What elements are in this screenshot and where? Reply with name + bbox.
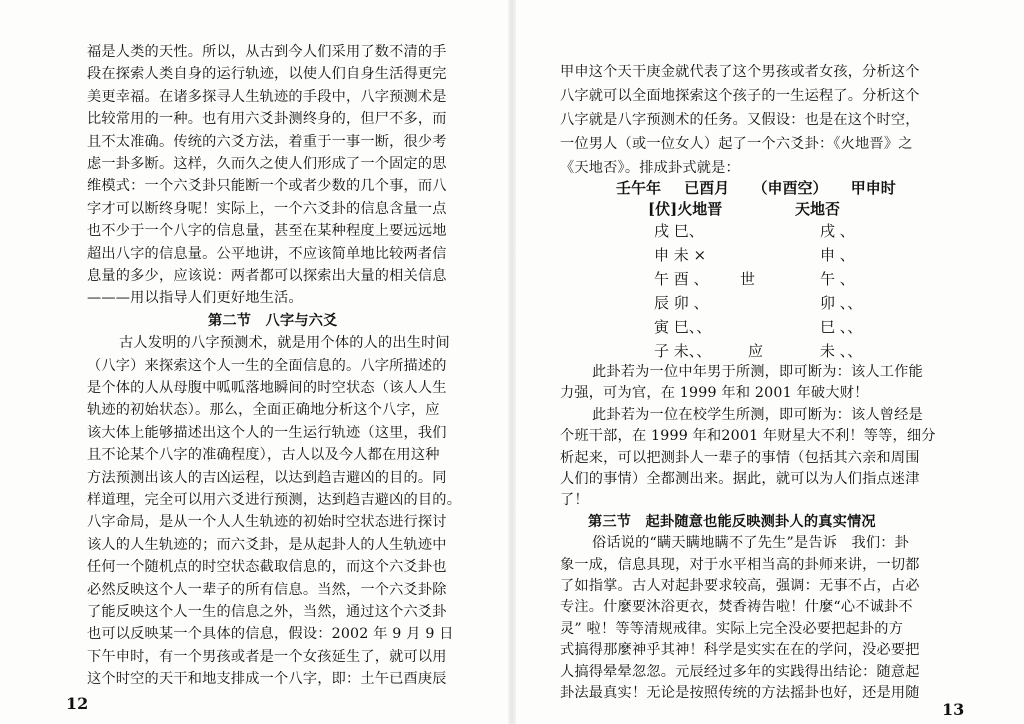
left-text-line: 必然反映这个人一辈子的所有信息。当然，一个六爻卦除: [87, 582, 447, 598]
hex-left-line: 戌 巳、: [654, 222, 704, 240]
left-text-line: 古人发明的八字预测术，就是用个体的人的出生时间: [119, 335, 450, 351]
left-text-line: 轨迹的初始状态）。那么，全面正确地分析这个八字，应: [87, 402, 440, 418]
left-text-line: 字才可以断终身呢！实际上，一个六爻卦的信息含量一点: [87, 201, 447, 217]
hex-left-line: 辰 卯 、: [654, 294, 709, 312]
hexagram-left-title: [伏]火地晋: [648, 200, 723, 218]
right-text-line: 此卦若为一位中年男于所测，即可断为：该人工作能: [592, 364, 923, 380]
left-text-line: 维模式：一个六爻卦只能断一个或者少数的几个事，而八: [87, 178, 447, 194]
pillar-hour: 甲申时: [850, 179, 896, 197]
right-text-line: 人搞得晕晕忽忽。元辰经过多年的实践得出结论：随意起: [560, 664, 920, 680]
right-text-line: 专注。什麼要沐浴更衣，焚香祷告啦！什麼“心不诚卦不: [560, 599, 913, 615]
hex-left-line: 子 未、、: [654, 342, 712, 360]
right-text-line: 八字就可以全面地探索这个孩子的一生运程了。分析这个: [560, 88, 920, 104]
right-text-line: 了！: [560, 492, 589, 508]
left-text-line: 也可以反映某一个具体的信息，假设：2002 年 9 月 9 日: [87, 626, 454, 642]
hex-left-line: 午 酉 、: [654, 270, 709, 288]
right-text-line: 析起来，可以把测卦人一辈子的事情（包括其六亲和周围: [560, 450, 920, 466]
left-text-line: 且不太准确。传统的六爻方法，着重于一事一断，很少考: [87, 134, 447, 150]
right-text-line: 力强，可为官，在 1999 年和 2001 年破大财！: [560, 385, 869, 401]
hex-right-line: 卯 、、: [820, 294, 863, 312]
left-text-line: 段在探索人类自身的运行轨迹，以使人们自身生活得更完: [87, 66, 447, 82]
left-text-line: 也不少于一个八字的信息量，甚至在某种程度上要远远地: [87, 223, 447, 239]
left-text-line: 该大体上能够描述出这个人的一生运行轨迹（这里，我们: [87, 425, 447, 441]
left-text-line: 比较常用的一种。也有用六爻卦测终身的，但尸不多，而: [87, 111, 447, 127]
right-text-line: 个班干部，在 1999 年和2001 年财星大不利！等等，细分: [560, 428, 936, 444]
left-text-line: 美更幸福。在诸多探寻人生轨迹的手段中，八字预测术是: [87, 89, 447, 105]
left-text-line: ———用以指导人们更好地生活。: [87, 290, 303, 306]
page-number-left: 12: [66, 694, 89, 713]
right-text-line: 一位男人（或一位女人）起了一个六爻卦：《火地晋》之: [560, 136, 913, 152]
left-text-line: 方法预测出该人的吉凶运程，以达到趋吉避凶的目的。同: [87, 470, 447, 486]
left-text-line: 样道理，完全可以用六爻进行预测，达到趋吉避凶的目的。: [87, 492, 462, 508]
left-text-line: 福是人类的天性。所以，从古到今人们采用了数不清的手: [87, 44, 447, 60]
left-text-line: 超出八字的信息量。公平地讲，不应该简单地比较两者信: [87, 246, 447, 262]
left-text-line: 任何一个随机点的时空状态截取信息的，而这个六爻卦也: [87, 559, 447, 575]
left-text-line: 这个时空的天干和地支排成一个八字，即：土午已酉庚辰: [87, 671, 447, 687]
pillar-month: 已酉月: [684, 179, 730, 197]
left-text-line: （八字）来探索这个人一生的全面信息的。八字所描述的: [87, 358, 447, 374]
right-text-line: 八字就是八字预测术的任务。又假设：也是在这个时空，: [560, 112, 920, 128]
left-text-line: 是个体的人从母腹中呱呱落地瞬间的时空状态（该人人生: [87, 380, 447, 396]
four-pillars: [616, 177, 914, 198]
hex-marker-shi: 世: [740, 270, 756, 288]
left-text-line: 了能反映这个人一生的信息之外，当然，通过这个六爻卦: [87, 604, 447, 620]
hex-right-line: 戌 、: [820, 222, 855, 240]
hex-right-line: 未 、、: [820, 342, 863, 360]
left-text-line: 该人的人生轨迹的；而六爻卦，是从起卦人的人生轨迹中: [87, 537, 447, 553]
section-heading: 第二节 八字与六爻: [208, 313, 338, 329]
page-number-right: 13: [942, 700, 965, 719]
right-text-line: 了如指掌。古人对起卦要求较高，强调：无事不占，占必: [560, 578, 920, 594]
right-text-line: 象一成，信息具现，对于水平相当高的卦师来讲，一切都: [560, 557, 920, 573]
left-text-line: 且不论某个八字的准确程度），古人以及今人都在用这种: [87, 447, 440, 463]
hex-right-line: 申 、: [820, 246, 855, 264]
right-text-line: 甲申这个天干庚金就代表了这个男孩或者女孩，分析这个: [560, 64, 920, 80]
right-text-line: 人们的事情）全都测出来。据此，就可以为人们指点迷津: [560, 471, 920, 487]
right-text-line: 俗话说的“瞒天瞒地瞒不了先生”是告诉 我们：卦: [592, 535, 910, 551]
pillar-void: （申酉空）: [752, 179, 828, 197]
hex-right-line: 巳 、、: [820, 318, 863, 336]
right-text-line: 卦法最真实！无论是按照传统的方法摇卦也好，还是用随: [560, 685, 920, 701]
hex-right-line: 午 、: [820, 270, 855, 288]
right-text-line: 此卦若为一位在校学生所测，即可断为：该人曾经是: [592, 407, 923, 423]
hex-marker-ying: 应: [748, 342, 764, 360]
right-text-line: 《天地否》。排成卦式就是：: [560, 160, 740, 176]
left-text-line: 八字命局，是从一个人人生轨迹的初始时空状态进行探讨: [87, 514, 447, 530]
hex-left-line: 寅 巳、、: [654, 318, 712, 336]
hex-left-line: 申 未 ×: [654, 246, 707, 264]
left-text-line: 虑一卦多断。这样，久而久之使人们形成了一个固定的思: [87, 156, 447, 172]
left-text-line: 下午申时，有一个男孩或者是一个女孩延生了，就可以用: [87, 649, 447, 665]
hexagram-right-title: 天地否: [795, 200, 841, 218]
right-text-line: 灵” 啦！等等清规戒律。实际上完全没必要把起卦的方: [560, 621, 904, 637]
right-text-line: 式搞得那麼神乎其神！科学是实实在在的学问，没必要把: [560, 642, 920, 658]
section-heading: 第三节 起卦随意也能反映测卦人的真实情况: [588, 514, 876, 530]
left-text-line: 息量的多少，应该说：两者都可以探索出大量的相关信息: [87, 268, 447, 284]
pillar-year: 壬午年: [616, 179, 662, 197]
